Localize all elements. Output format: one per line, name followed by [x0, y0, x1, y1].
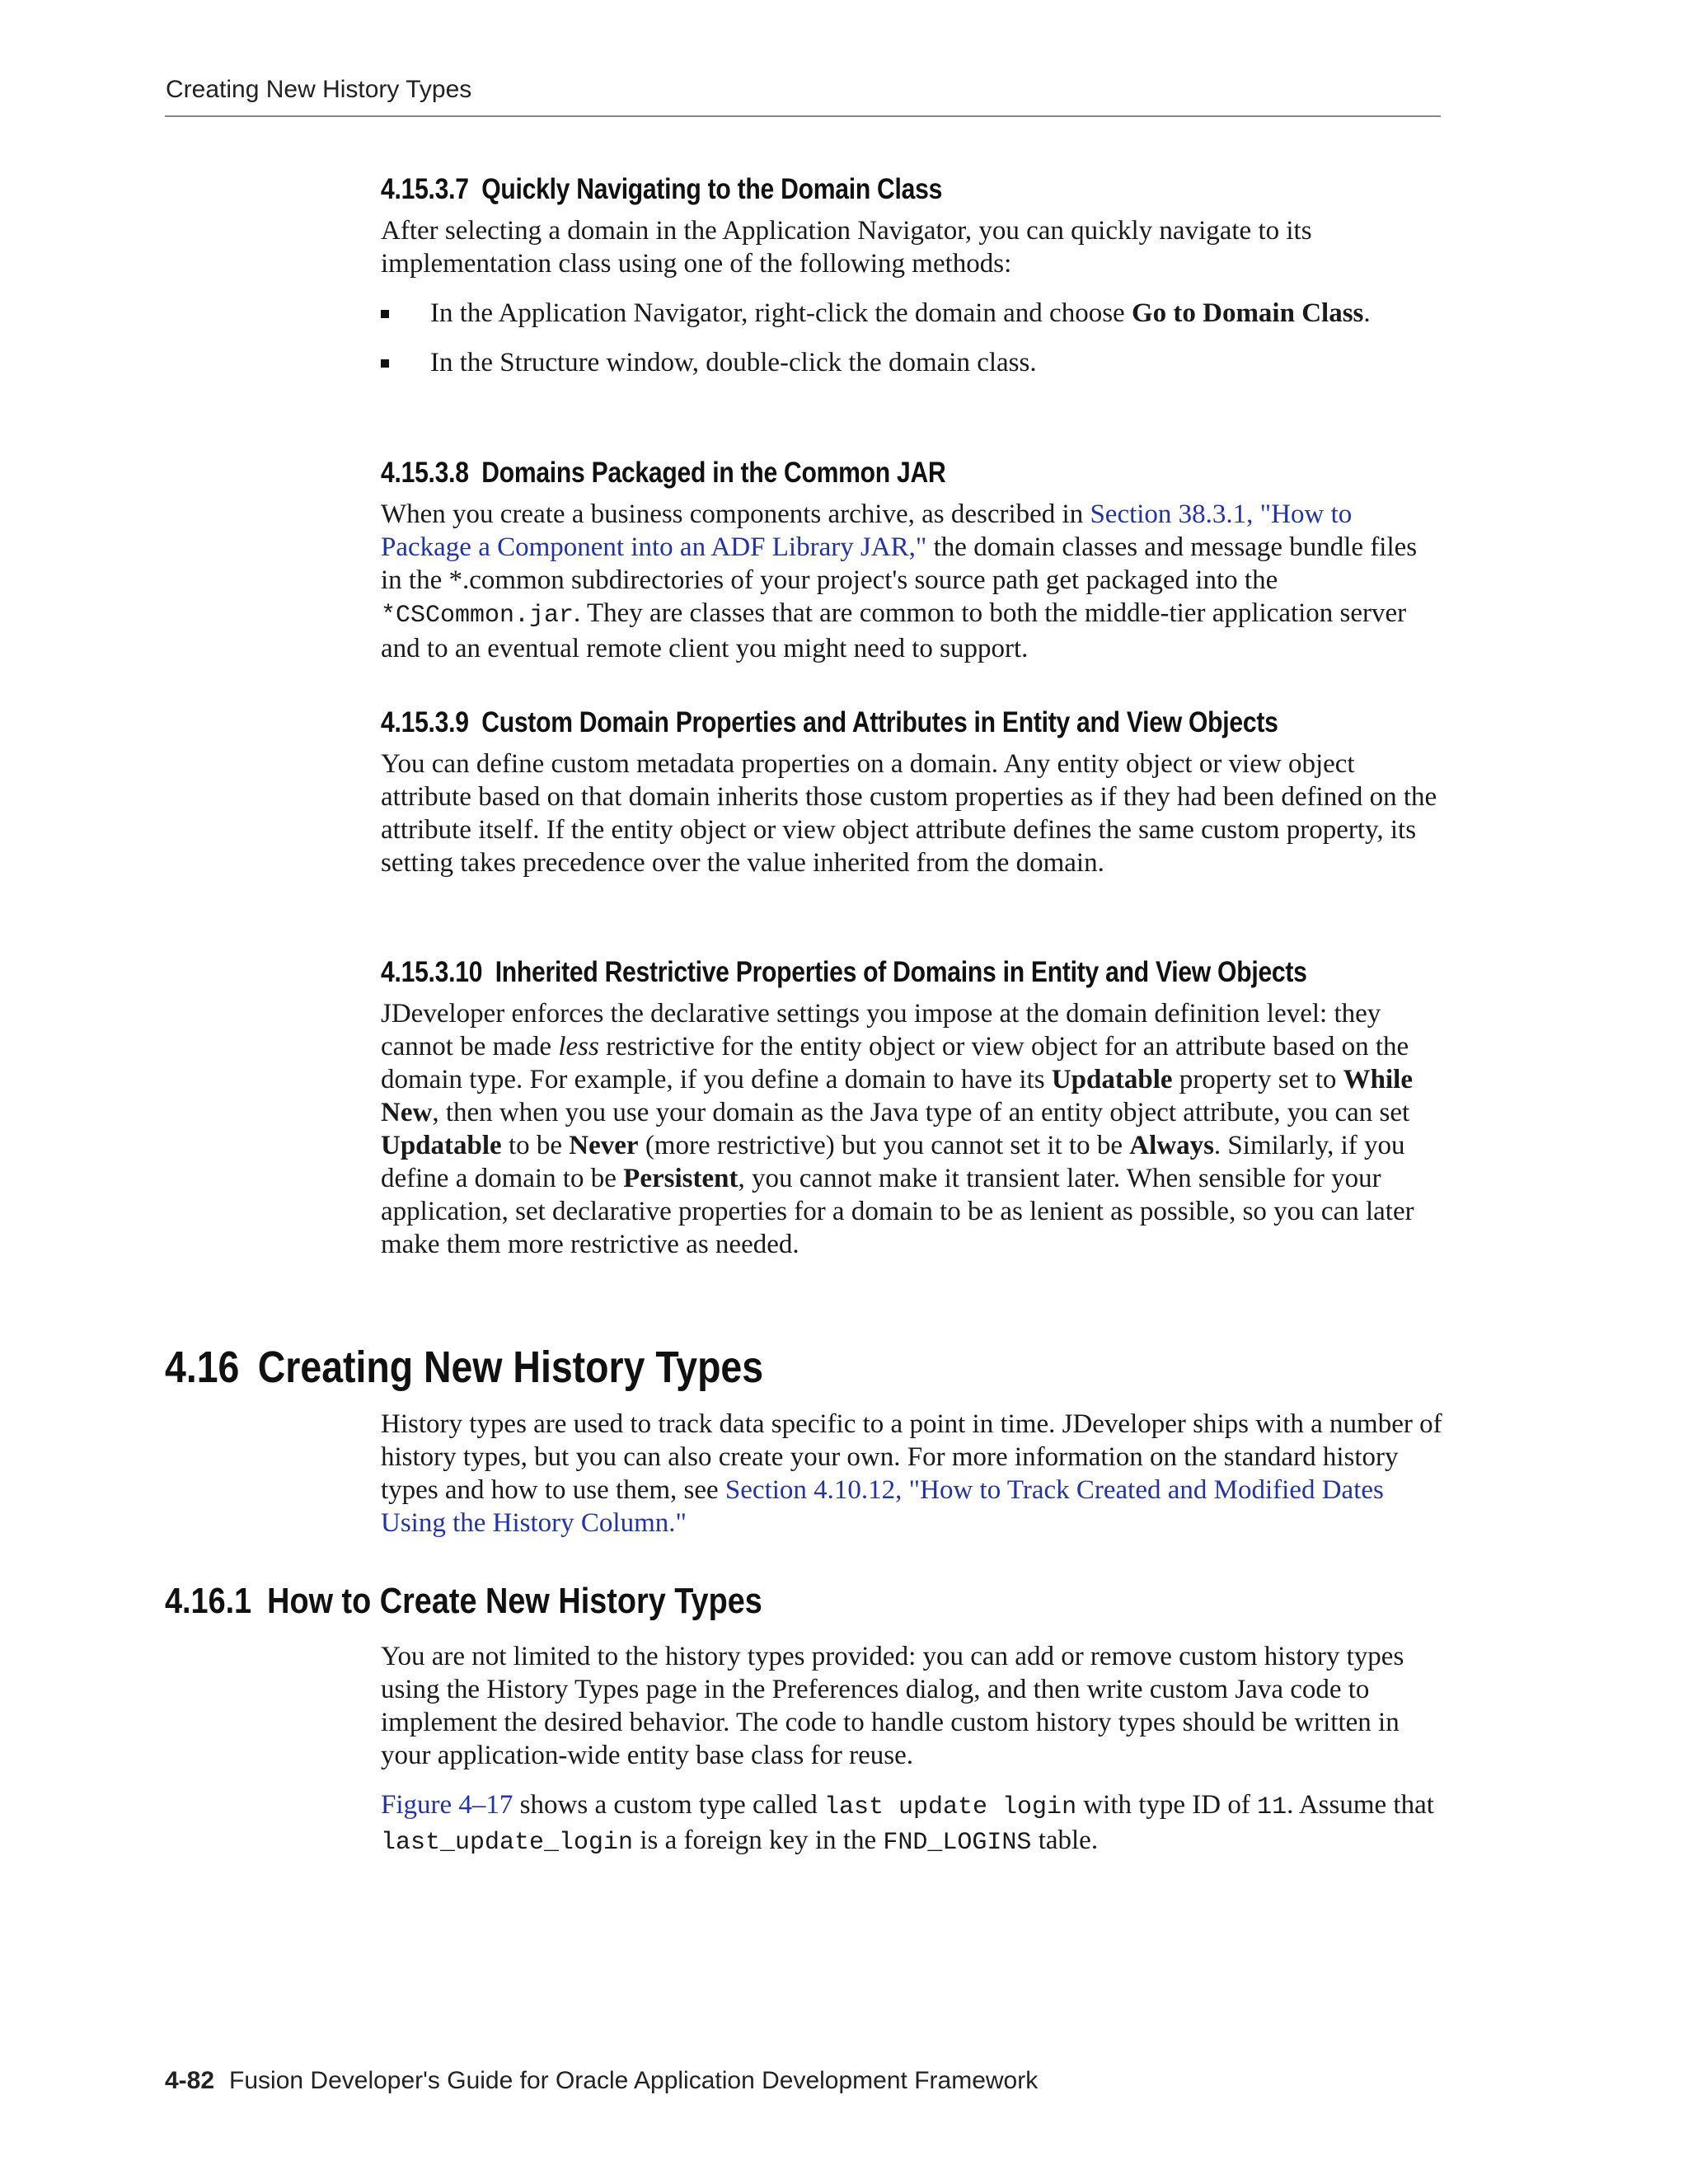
section-link[interactable]: Section 4.10.12, "How to Track Created and Modified Dates Using the History Column." [381, 1475, 1384, 1538]
running-header: Creating New History Types [166, 76, 472, 103]
subsection-heading: 4.16.1 How to Create New History Types [165, 1581, 762, 1621]
section-4-15-3-7 [381, 173, 1444, 379]
chapter-section-heading: 4.16 Creating New History Types [165, 1343, 764, 1392]
section-4-16-1 [381, 1640, 1444, 1859]
paragraph: When you create a business components archive, as described in Section 38.3.1, "How to Package a Component into an ADF Library JAR," the domain classes and message bundle files in the *.common subdirectories of your project's source path get packaged into the *CSCommon.jar. They are classes that are common to both the middle-tier application server and to an eventual remote client you might need to support. [381, 499, 1418, 663]
paragraph: You are not limited to the history types provided: you can add or remove custom history types using the History Types page in the Preferences dialog, and then write custom Java code to implement the desired behavior. The code to handle custom history types should be written in your application-wide entity base class for reuse. [381, 1642, 1404, 1770]
section-heading: 4.15.3.10 Inherited Restrictive Properties of Domains in Entity and View Objects [381, 956, 1307, 988]
book-title: Fusion Developer's Guide for Oracle Application Development Framework [229, 2067, 1039, 2094]
section-4-15-3-9 [381, 706, 1444, 879]
paragraph: Figure 4–17 shows a custom type called last update login with type ID of 11. Assume that last_update_login is a foreign key in the FND_LOGINS table. [381, 1790, 1434, 1857]
section-4-15-3-10 [381, 956, 1444, 1261]
section-heading: 4.15.3.7 Quickly Navigating to the Domain Class [381, 173, 943, 205]
page-footer [165, 2067, 1038, 2095]
bullet-list [381, 297, 1444, 379]
paragraph: After selecting a domain in the Application Navigator, you can quickly navigate to its implementation class using one of the following methods: [381, 216, 1312, 279]
header-divider [165, 115, 1441, 117]
figure-link[interactable]: Figure 4–17 [381, 1790, 513, 1820]
section-4-16 [381, 1408, 1444, 1540]
page-number: 4-82 [165, 2067, 215, 2094]
paragraph: You can define custom metadata properties on a domain. Any entity object or view object attribute based on that domain inherits those custom properties as if they had been defined on the attribute itself. If the entity object or view object attribute defines the same custom property, its setting takes precedence over the value inherited from the domain. [381, 749, 1437, 878]
list-item: In the Application Navigator, right-click the domain and choose Go to Domain Class. [381, 297, 1444, 330]
bullet-square-icon [381, 359, 389, 368]
section-link[interactable]: Section 38.3.1, "How to Package a Component into an ADF Library JAR," [381, 499, 1353, 562]
paragraph: History types are used to track data specific to a point in time. JDeveloper ships with a number of history types, but you can also create your own. For more information on the standard history types and how to use them, see Section 4.10.12, "How to Track Created and Modified Dates Using the History Column." [381, 1409, 1442, 1538]
section-heading: 4.15.3.9 Custom Domain Properties and Attributes in Entity and View Objects [381, 706, 1278, 738]
section-4-15-3-8 [381, 457, 1444, 665]
section-heading: 4.15.3.8 Domains Packaged in the Common JAR [381, 457, 946, 489]
bullet-square-icon [381, 310, 389, 318]
list-item: In the Structure window, double-click the domain class. [381, 346, 1444, 379]
paragraph: JDeveloper enforces the declarative settings you impose at the domain definition level: they cannot be made less restrictive for the entity object or view object for an attribute based on the domain type. For example, if you define a domain to have its Updatable property set to While New, then when you use your domain as the Java type of an entity object attribute, you can set Updatable to be Never (more restrictive) but you cannot set it to be Always. Similarly, if you define a domain to be Persistent, you cannot make it transient later. When sensible for your application, set declarative properties for a domain to be as lenient as possible, so you can later make them more restrictive as needed. [381, 999, 1414, 1259]
